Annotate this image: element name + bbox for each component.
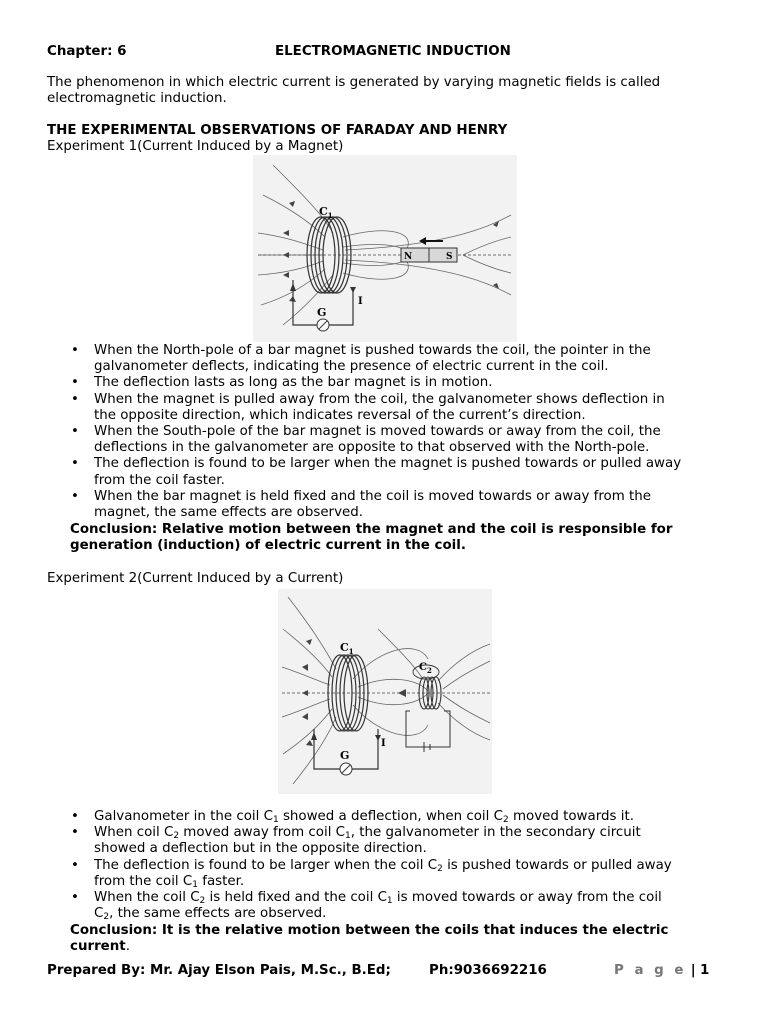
experiment2-figure: [278, 589, 492, 794]
footer-phone: Ph:9036692216: [429, 963, 547, 978]
experiment1-bullets: [47, 343, 747, 521]
coil1-label: $C_1$: [340, 641, 354, 656]
list-item: • When the South-pole of the bar magnet is moved towards or away from the coil, the deflections in the galvanometer are opposite to that observed with the North-pole.: [47, 424, 747, 456]
galvanometer-label: G: [317, 306, 327, 319]
experiment1-conclusion: Conclusion: Relative motion between the magnet and the coil is responsible for generation (induction) of electric current in the coil.: [70, 522, 673, 554]
experiment2-title: Experiment 2(Current Induced by a Current): [47, 571, 344, 586]
current-label: I: [358, 296, 363, 307]
list-item: • When the coil $C_2$ is held fixed and the coil $C_1$ is moved towards or away from the coil $C_2$, the same effects are observed.: [47, 890, 747, 922]
galvanometer-label: G: [340, 749, 350, 762]
two-coil-diagram: [278, 589, 492, 794]
experiment2-conclusion: Conclusion: It is the relative motion between the coils that induces the electric current.: [70, 923, 669, 955]
experiment1-figure: [253, 155, 517, 342]
intro-line-2: electromagnetic induction.: [47, 91, 227, 106]
list-item: • When the magnet is pulled away from the coil, the galvanometer shows deflection in the opposite direction, which indicates reversal of the current’s direction.: [47, 392, 747, 424]
intro-line-1: The phenomenon in which electric current is generated by varying magnetic fields is called: [47, 75, 661, 90]
footer-author: Prepared By: Mr. Ajay Elson Pais, M.Sc., B.Ed;: [47, 963, 391, 978]
experiment2-bullets: [47, 809, 747, 922]
page-title: ELECTROMAGNETIC INDUCTION: [275, 44, 511, 59]
list-item: • When coil $C_2$ moved away from coil $C_1$, the galvanometer in the secondary circuit showed a deflection but in the opposite direction.: [47, 825, 747, 857]
north-pole-label: N: [404, 252, 413, 262]
coil-label: $C_1$: [319, 205, 333, 220]
footer-page-number: P a g e | 1: [614, 963, 710, 978]
chapter-label: Chapter: 6: [47, 44, 127, 59]
list-item: • When the bar magnet is held fixed and the coil is moved towards or away from the magnet, the same effects are observed.: [47, 489, 747, 521]
magnet-coil-diagram: [253, 155, 517, 342]
current-label: I: [381, 738, 386, 749]
list-item: • The deflection is found to be larger when the coil $C_2$ is pushed towards or pulled away from the coil $C_1$ faster.: [47, 858, 747, 890]
coil2-label: $C_2$: [419, 662, 432, 675]
list-item: • The deflection lasts as long as the bar magnet is in motion.: [47, 375, 747, 391]
section-heading: THE EXPERIMENTAL OBSERVATIONS OF FARADAY AND HENRY: [47, 123, 508, 138]
experiment1-title: Experiment 1(Current Induced by a Magnet): [47, 139, 344, 154]
list-item: • Galvanometer in the coil $C_1$ showed a deflection, when coil $C_2$ moved towards it.: [47, 809, 747, 825]
south-pole-label: S: [446, 252, 453, 262]
list-item: • When the North-pole of a bar magnet is pushed towards the coil, the pointer in the galvanometer deflects, indicating the presence of electric current in the coil.: [47, 343, 747, 375]
list-item: • The deflection is found to be larger when the magnet is pushed towards or pulled away from the coil faster.: [47, 456, 747, 488]
